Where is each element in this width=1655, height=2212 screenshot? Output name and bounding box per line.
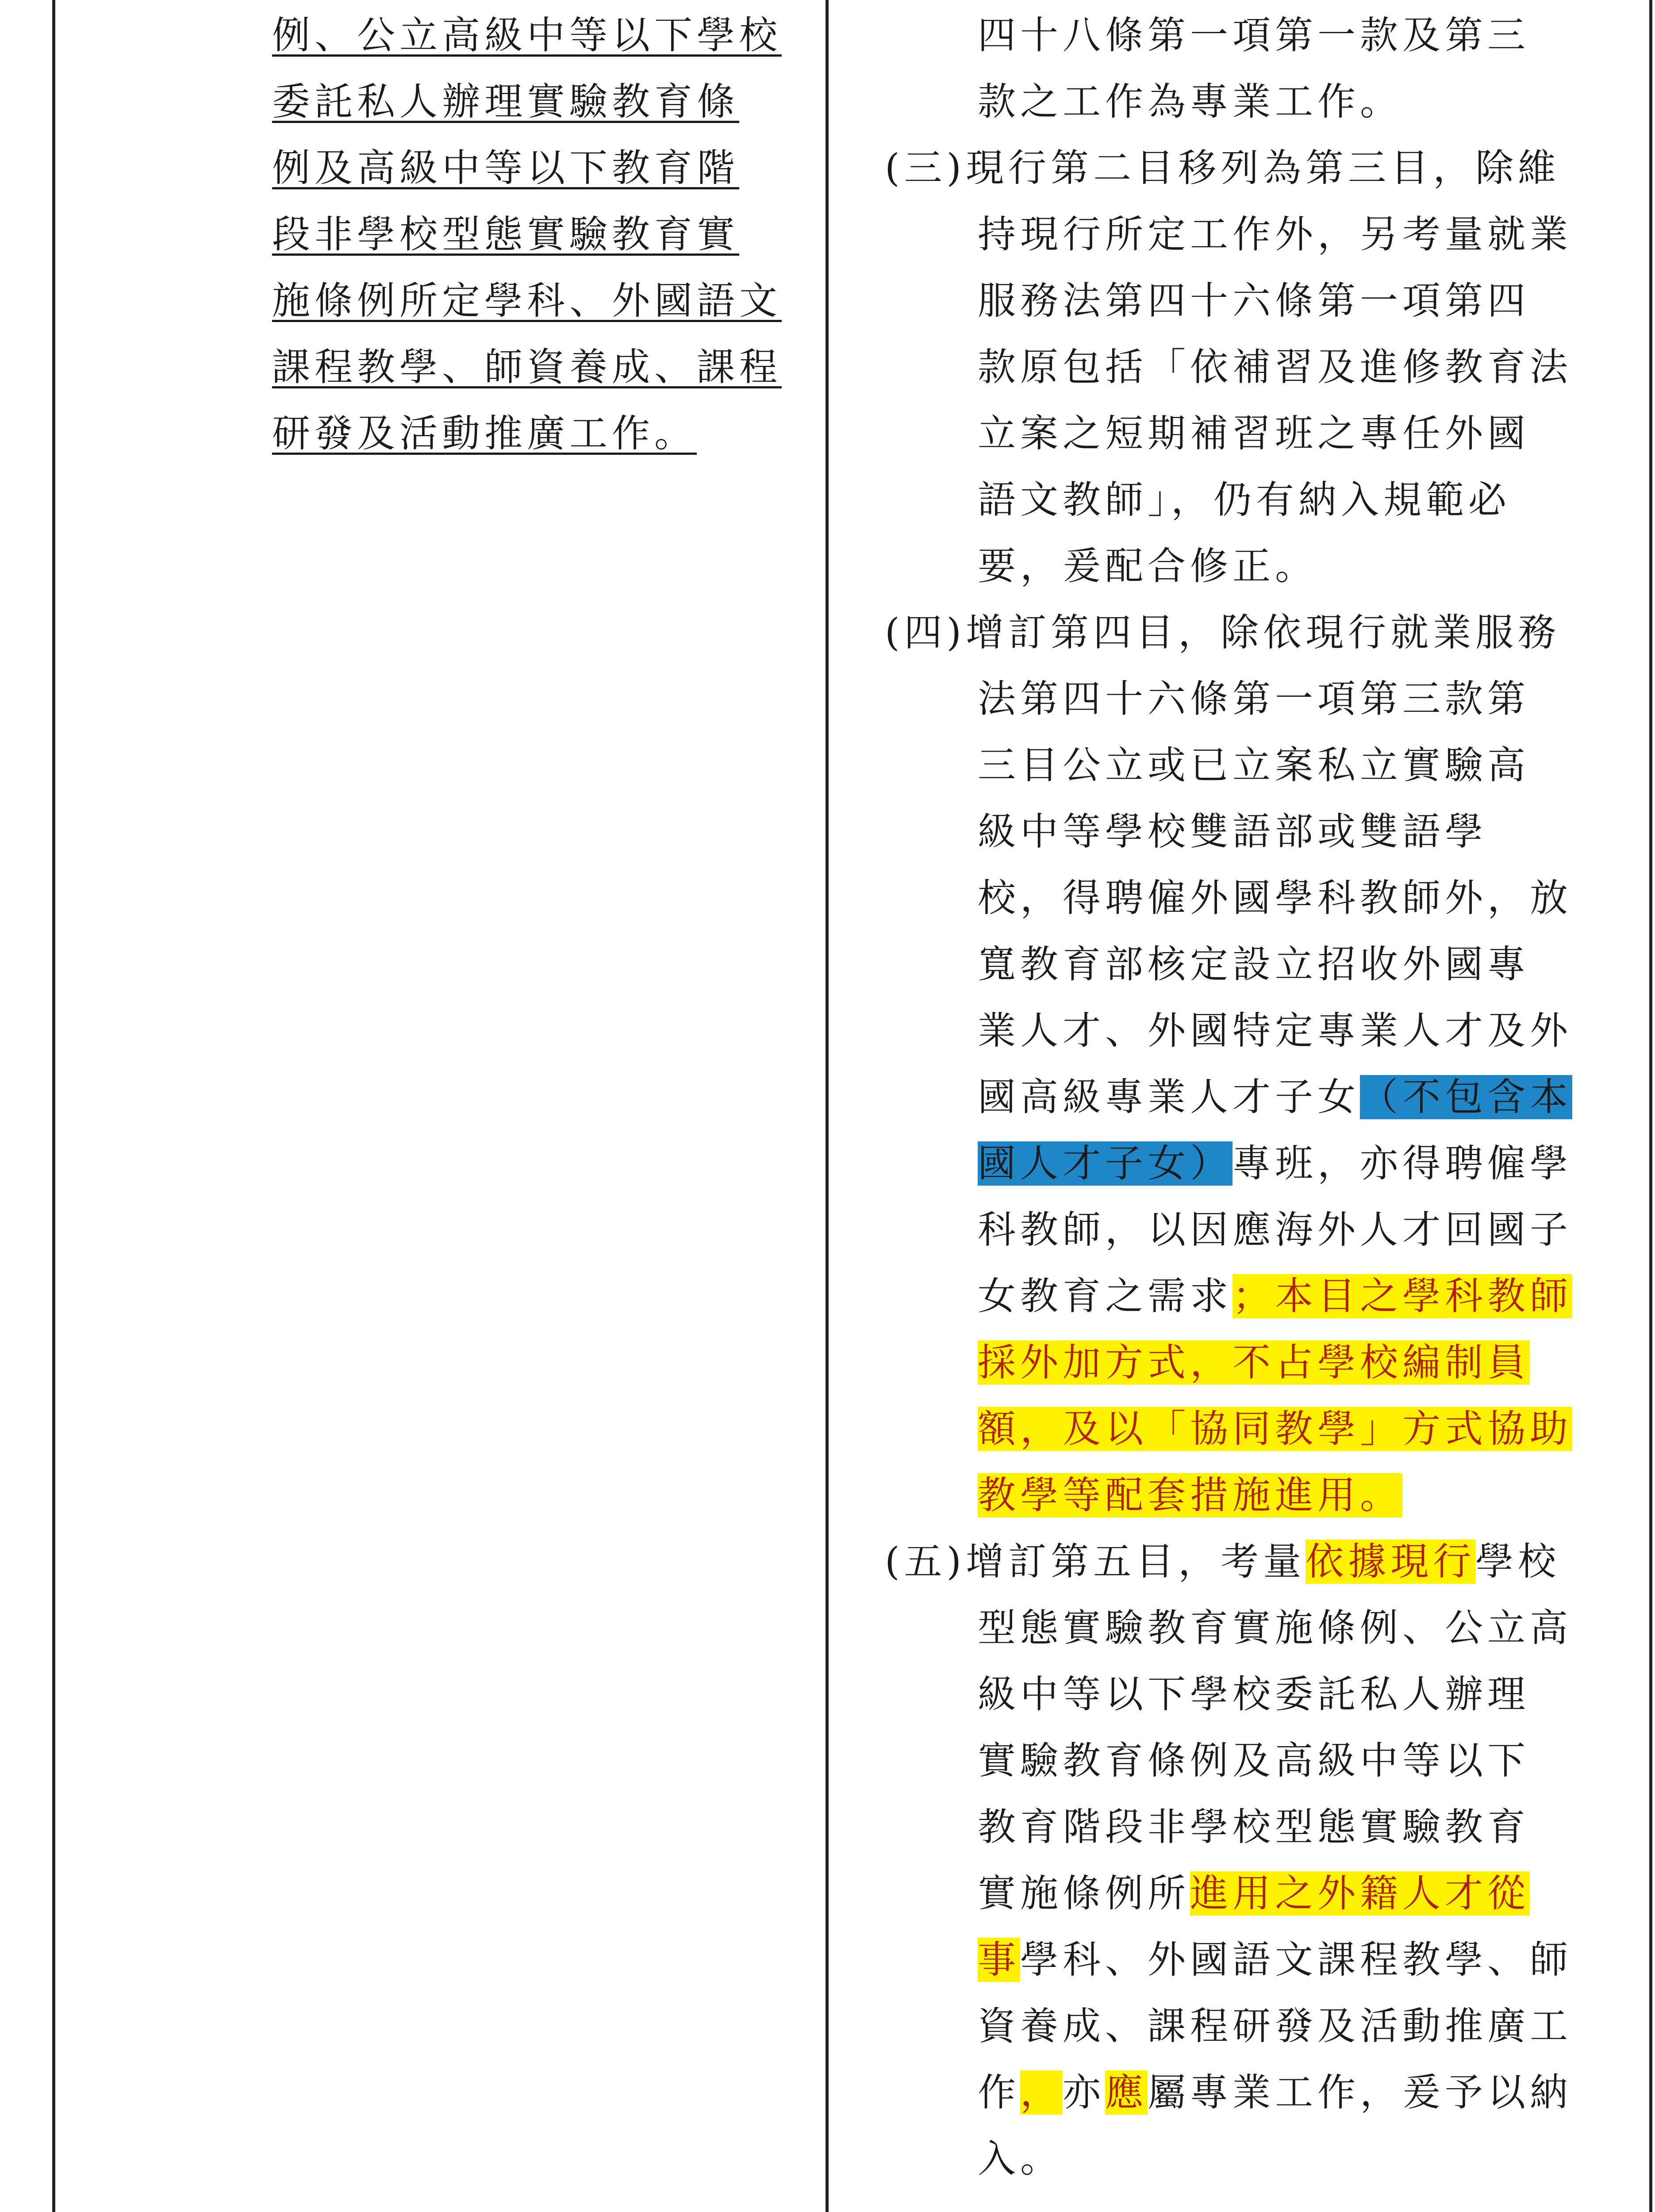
table-column-divider	[826, 0, 829, 2212]
amendment-text-line: 例、公立高級中等以下學校	[272, 13, 782, 58]
text-segment: 四十八條第一項第一款及第三	[978, 13, 1530, 58]
explanation-text-line	[978, 1009, 1572, 1053]
amendment-text-line: 施條例所定學科、外國語文	[272, 279, 782, 323]
explanation-text-line	[978, 411, 1530, 456]
text-segment: 作	[978, 2070, 1020, 2115]
text-segment: 款之工作為專業工作。	[978, 80, 1402, 124]
explanation-text-line	[978, 942, 1530, 987]
text-segment: 型態實驗教育實施條例、公立高	[978, 1606, 1572, 1650]
yellow-highlight: ，	[1020, 2070, 1063, 2115]
text-segment: 寬教育部核定設立招收外國專	[978, 942, 1530, 987]
text-segment: 實驗教育條例及高級中等以下	[978, 1739, 1530, 1783]
text-segment: 實施條例所	[978, 1871, 1190, 1916]
text-segment: (三)現行第二目移列為第三目，除維	[885, 146, 1561, 190]
yellow-highlight: ；本目之學科教師	[1233, 1274, 1572, 1318]
text-segment: 法第四十六條第一項第三款第	[978, 677, 1530, 721]
explanation-text-line	[978, 743, 1530, 787]
text-segment: 屬專業工作，爰予以納	[1148, 2070, 1572, 2115]
explanation-text-line	[978, 478, 1511, 522]
text-segment: 服務法第四十六條第一項第四	[978, 279, 1530, 323]
yellow-highlight: 依據現行	[1306, 1540, 1476, 1584]
yellow-highlight: 額，及以「協同教學」方式協助	[978, 1407, 1572, 1451]
explanation-text-line	[978, 80, 1402, 124]
text-segment: (五)增訂第五目，考量	[885, 1540, 1306, 1584]
explanation-text-line	[978, 1407, 1572, 1451]
blue-highlight: 國人才子女）	[978, 1141, 1233, 1186]
explanation-text-line	[978, 1672, 1530, 1717]
table-border-right	[1649, 0, 1652, 2212]
text-segment: 級中等以下學校委託私人辦理	[978, 1672, 1530, 1717]
explanation-text-line	[978, 810, 1487, 854]
explanation-text-line	[978, 876, 1572, 920]
explanation-text-line	[978, 1739, 1530, 1783]
explanation-text-line	[978, 1871, 1530, 1916]
text-segment: 科教師，以因應海外人才回國子	[978, 1208, 1572, 1252]
text-segment: 學校	[1475, 1540, 1561, 1584]
amendment-text-line: 委託私人辦理實驗教育條	[272, 80, 739, 124]
explanation-text-line	[978, 1473, 1402, 1517]
yellow-highlight: 事	[978, 1938, 1020, 1982]
text-segment: 立案之短期補習班之專任外國	[978, 411, 1530, 456]
text-segment: (四)增訂第四目，除依現行就業服務	[885, 611, 1561, 655]
explanation-text-line	[978, 1805, 1530, 1849]
explanation-text-line	[978, 2070, 1572, 2115]
explanation-text-line	[978, 1274, 1572, 1318]
text-segment: 學科、外國語文課程教學、師	[1020, 1938, 1572, 1982]
explanation-text-line	[978, 13, 1530, 58]
amendment-text-line: 課程教學、師資養成、課程	[272, 345, 782, 389]
text-segment: 亦	[1063, 2070, 1105, 2115]
explanation-text-line	[885, 146, 1560, 190]
explanation-text-line	[885, 611, 1560, 655]
explanation-text-line	[978, 677, 1530, 721]
text-segment: 資養成、課程研發及活動推廣工	[978, 2004, 1572, 2048]
text-segment: 款原包括「依補習及進修教育法	[978, 345, 1572, 389]
explanation-text-line	[978, 279, 1530, 323]
text-segment: 專班，亦得聘僱學	[1233, 1141, 1572, 1186]
text-segment: 教育階段非學校型態實驗教育	[978, 1805, 1530, 1849]
text-segment: 國高級專業人才子女	[978, 1075, 1360, 1119]
explanation-text-line	[978, 544, 1317, 588]
amendment-text-line: 例及高級中等以下教育階	[272, 146, 739, 190]
text-segment: 級中等學校雙語部或雙語學	[978, 810, 1487, 854]
text-segment: 業人才、外國特定專業人才及外	[978, 1009, 1572, 1053]
text-segment: 語文教師」，仍有納入規範必	[978, 478, 1511, 522]
explanation-text-line	[978, 345, 1572, 389]
explanation-text-line	[978, 1340, 1530, 1385]
explanation-text-line	[978, 212, 1572, 257]
text-segment: 三目公立或已立案私立實驗高	[978, 743, 1530, 787]
text-segment: 入。	[978, 2137, 1063, 2181]
blue-highlight: （不包含本	[1360, 1075, 1572, 1119]
explanation-text-line	[978, 1208, 1572, 1252]
explanation-text-line	[885, 1540, 1560, 1584]
explanation-text-line	[978, 2137, 1063, 2181]
yellow-highlight: 教學等配套措施進用。	[978, 1473, 1402, 1517]
amendment-text-line: 研發及活動推廣工作。	[272, 411, 697, 456]
explanation-text-line	[978, 1938, 1572, 1982]
text-segment: 女教育之需求	[978, 1274, 1233, 1318]
table-border-left	[52, 0, 55, 2212]
explanation-text-line	[978, 1075, 1572, 1119]
amendment-text-line: 段非學校型態實驗教育實	[272, 212, 739, 257]
text-segment: 持現行所定工作外，另考量就業	[978, 212, 1572, 257]
explanation-text-line	[978, 2004, 1572, 2048]
text-segment: 校，得聘僱外國學科教師外，放	[978, 876, 1572, 920]
explanation-text-line	[978, 1141, 1572, 1186]
yellow-highlight: 採外加方式，不占學校編制員	[978, 1340, 1530, 1385]
yellow-highlight: 進用之外籍人才從	[1190, 1871, 1530, 1916]
yellow-highlight: 應	[1105, 2070, 1148, 2115]
text-segment: 要，爰配合修正。	[978, 544, 1317, 588]
explanation-text-line	[978, 1606, 1572, 1650]
